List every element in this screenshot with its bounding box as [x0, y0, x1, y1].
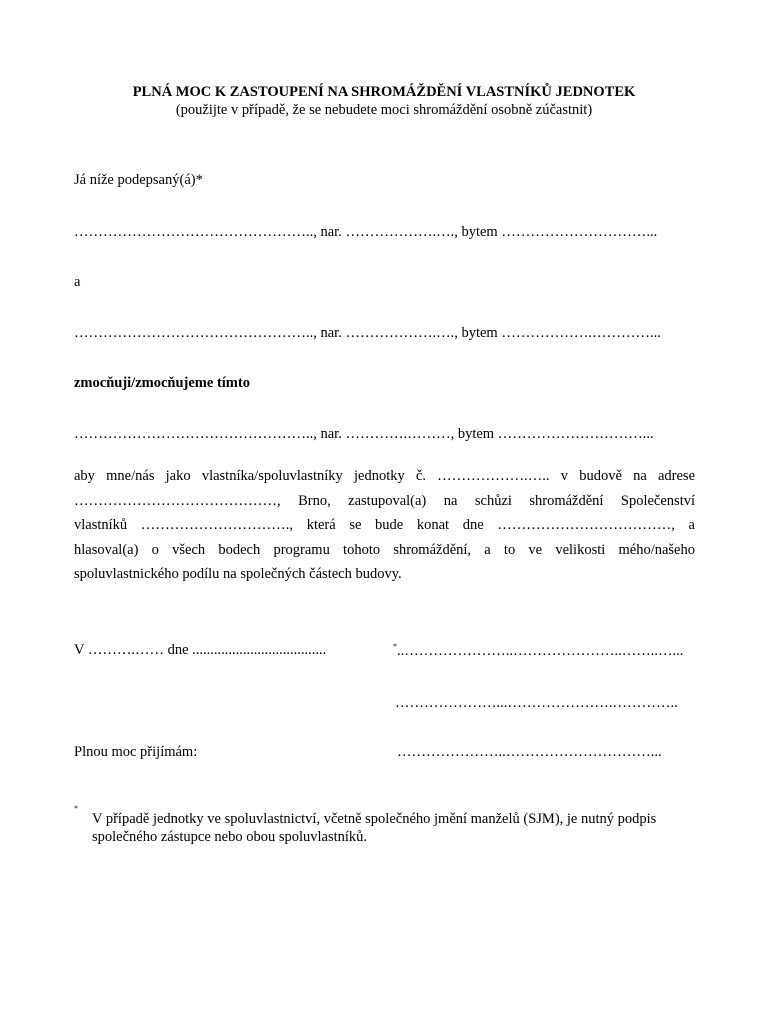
paragraph-line: hlasoval(a) o všech bodech programu tohoto shromáždění, a to ve velikosti mého/našeho [74, 541, 695, 558]
footnote-text: V případě jednotky ve spoluvlastnictví, včetně společného jmění manželů (SJM), je nutný podpis společného zástupce nebo obou spoluvlastníků. [92, 811, 657, 845]
person-line-2: ………………………………………….., nar. ……………….…., bytem ……………….…………... [74, 325, 661, 341]
paragraph-line: spoluvlastnického podílu na společných částech budovy. [74, 566, 402, 583]
agent-line: ………………………………………….., nar. ………….………, bytem …………………………... [74, 426, 654, 442]
document-subtitle: (použijte v případě, že se nebudete moci shromáždění osobně zúčastnit) [175, 102, 593, 118]
conjunction-text: a [74, 274, 81, 290]
signature-asterisk: * [393, 642, 397, 651]
signature-line-1 [393, 642, 683, 660]
accept-label: Plnou moc přijímám: [74, 744, 198, 760]
paragraph-line: ……………………………………, Brno, zastupoval(a) na schůzi shromáždění Společenství [74, 492, 695, 509]
person-line-1: ………………………………………….., nar. ……………….…., bytem …………………………... [74, 224, 658, 240]
paragraph-line: aby mne/nás jako vlastníka/spoluvlastníky jednotky č. ……………….….. v budově na adrese [74, 468, 695, 484]
document-title: PLNÁ MOC K ZASTOUPENÍ NA SHROMÁŽDĚNÍ VLASTNÍKŮ JEDNOTEK [132, 84, 636, 100]
signature-dots-1: ..…………………..…………………..……..…... [397, 642, 684, 659]
signatory-label: Já níže podepsaný(á)* [74, 172, 203, 188]
footnote-marker: * [74, 804, 78, 813]
signature-line-2: …………………...………………….………….. [395, 695, 678, 711]
place-date-line: V ……….…… dne ..................................... [74, 642, 327, 658]
paragraph-line: vlastníků …………………………., která se bude konat dne ………………………………, a [74, 517, 695, 534]
accept-signature-line: …………………..…………………………... [397, 744, 662, 760]
authorize-label: zmocňuji/zmocňujeme tímto [74, 375, 250, 391]
authorization-paragraph [74, 464, 695, 587]
